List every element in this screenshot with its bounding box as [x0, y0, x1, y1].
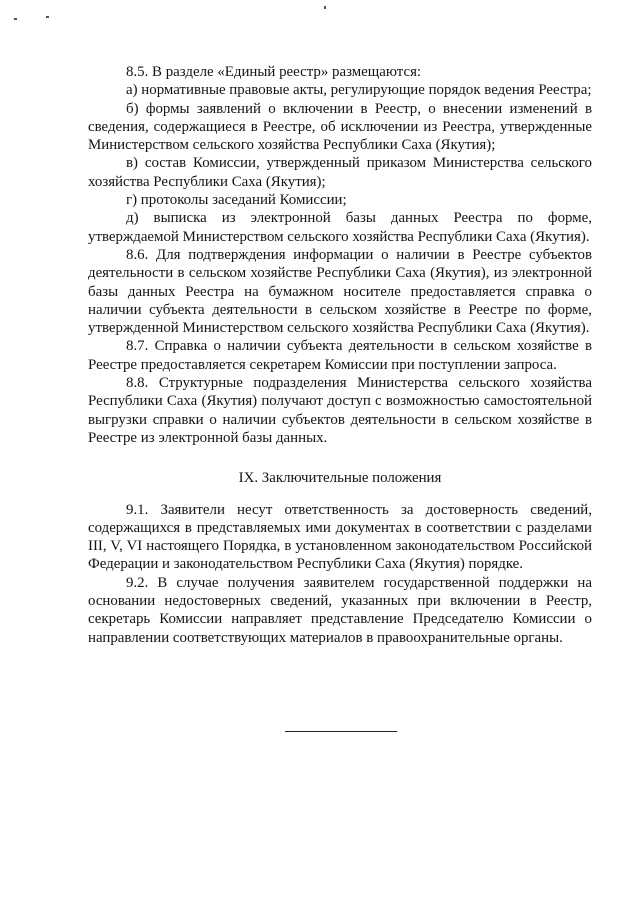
end-separator-line [285, 731, 397, 732]
paragraph-8-8: 8.8. Структурные подразделения Министерства сельского хозяйства Республики Саха (Якутия) получают доступ с возможностью самостоятельной выгрузки справки о наличии субъектов деятельности в сельском хозяйстве в Реестре из электронной базы данных. [88, 375, 592, 446]
paragraph-8-5-v: в) состав Комиссии, утвержденный приказом Министерства сельского хозяйства Республики Саха (Якутия); [88, 155, 592, 190]
section-heading: IX. Заключительные положения [238, 470, 442, 487]
paragraph-8-5: 8.5. В разделе «Единый реестр» размещаются: [126, 64, 422, 80]
scan-marks [0, 6, 640, 26]
paragraph-8-6: 8.6. Для подтверждения информации о наличии в Реестре субъектов деятельности в сельском хозяйстве Республики Саха (Якутия), из электронной базы данных Реестра на бумажном носителе предоставляется справка о наличии субъекта деятельности в сельском хозяйстве в Реестре по форме, утвержденной Министерством сельского хозяйства Республики Саха (Якутия). [88, 246, 592, 337]
paragraph-8-5-a: а) нормативные правовые акты, регулирующие порядок ведения Реестра; [126, 82, 592, 99]
paragraph-8-5-g: г) протоколы заседаний Комиссии; [126, 192, 347, 209]
paragraph-9-1: 9.1. Заявители несут ответственность за достоверность сведений, содержащихся в представляемых ими документах в соответствии с разделами III, V, VI настоящего Порядка, в установленном законодательством Российской Федерации и законодательством Республики Саха (Якутия) порядке. [88, 501, 592, 573]
paragraph-9-2: 9.2. В случае получения заявителем государственной поддержки на основании недостоверных сведений, указанных при включении в Реестр, секретарь Комиссии направляет представление Председателю Комиссии о направлении соответствующих материалов в правоохранительные органы. [88, 574, 592, 646]
paragraph-8-5-b: б) формы заявлений о включении в Реестр, о внесении изменений в сведения, содержащиеся в Реестре, об исключении из Реестра, утвержденные Министерством сельского хозяйства Республики Саха (Якутия); [88, 100, 592, 154]
paragraph-8-5-d: д) выписка из электронной базы данных Реестра по форме, утверждаемой Министерством сельского хозяйства Республики Саха (Якутия). [88, 210, 592, 245]
scan-speck [324, 6, 326, 9]
document-body [88, 63, 592, 647]
scan-speck [46, 16, 49, 18]
scan-speck [14, 18, 17, 20]
paragraph-8-7: 8.7. Справка о наличии субъекта деятельности в сельском хозяйстве в Реестре предоставляется секретарем Комиссии при поступлении запроса. [88, 338, 592, 373]
